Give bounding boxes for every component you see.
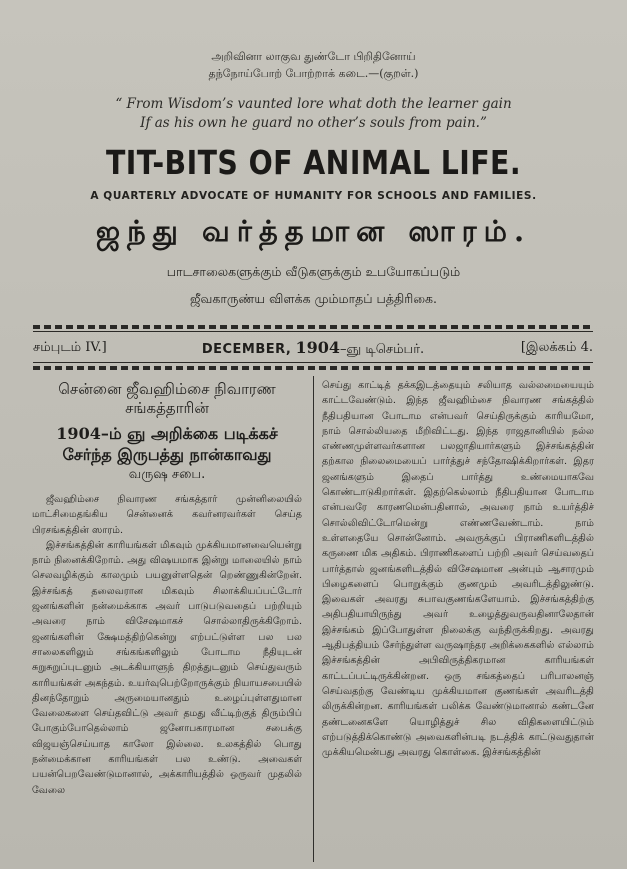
- masthead-title: TIT-BITS OF ANIMAL LIFE.: [105, 143, 522, 182]
- left-paragraph-1: ஜீவஹிம்சை நிவாரண சங்கத்தார் முன்னிலையில் மாட்சிமைதங்கிய சென்னைக் கவர்னரவர்கள் செய்த பிரசங்கத்தின் ஸாரம்.: [32, 494, 302, 536]
- article-heading-3: 1904–ம் ஞு அறிக்கை படிக்கச்: [56, 424, 278, 443]
- issue-number: [இலக்கம் 4.: [520, 340, 593, 355]
- right-column: [322, 378, 594, 864]
- rule-middle: [33, 362, 593, 363]
- article-heading-2: சங்கத்தாரின்: [125, 399, 209, 417]
- article-heading-1: சென்னை ஜீவஹிம்சை நிவாரண: [58, 380, 276, 398]
- article-heading-5: வருஷ சபை.: [128, 467, 206, 482]
- masthead-subtitle: A QUARTERLY ADVOCATE OF HUMANITY FOR SCHOOLS AND FAMILIES.: [90, 190, 537, 202]
- masthead-tamil-title: ஜந்து வர்த்தமான ஸாரம்.: [95, 214, 532, 248]
- masthead-tamil-subtitle-1: பாடசாலைகளுக்கும் வீடுகளுக்கும் உபயோகப்படும்: [166, 264, 461, 279]
- kural-verse-line-1: அறிவினா லாகுவ துண்டோ பிறிதினோய்: [211, 50, 416, 63]
- column-divider: [313, 376, 314, 862]
- dateline: [33, 336, 593, 358]
- volume-label: சம்புடம் IV.]: [33, 340, 107, 355]
- left-column: [32, 378, 302, 864]
- masthead-tamil-subtitle-2: ஜீவகாருண்ய விளக்க மும்மாதப் பத்திரிகை.: [189, 291, 437, 306]
- left-paragraph-2: இச்சங்கத்தின் காரியங்கள் மிகவும் முக்கியமானவையென்று நாம் நினைக்கிறோம். அது விஷயமாக இன்று மாலையில் நாம் செலவழிக்கும் காலமும் பயனுள்ளதென் றெண்ணுகின்றேன். இச்சங்கத் தலைவரான மிகவும் சிலாக்கியப்பட்டோர் ஜனங்களின் நன்மைக்காக அவர் பாடுபடுவதைப் பற்றியும் அவரை நாம் விசேஷமாகச் சொல்லாதிருக்கிறோம். ஜனங்களின் க்ஷேமத்திற்கென்று எற்பட்டுள்ள பல பல சாலைகளிலும் சங்கங்களிலும் போடாம நீதியுடன் சுறுசுறுப்புடனும் அடக்கியாளுந் திறத்துடனும் செய்துவரும் காரியங்கள் அகந்தம். உயர்வுபெற்றோருக்கும் நியாயசபையில் தினந்தோறும் அருமையானதும் உழைப்புள்ளதுமான வேலைகளை செய்தவிட்டு அவர் தமது வீட்டிற்குத் திரும்பிப் போகும்போதெல்லாம் ஜனோபகாரமான சபைக்கு விஜயஞ்செய்யாத காலோ இல்லை. உலகத்தில் பொது நன்மைக்கான காரியங்கள் பல உண்டு. அவைகள் பயன்பெறவேண்டுமானால், அக்காரியத்தில் ஒருவர் முதலில் வேலை: [32, 539, 302, 796]
- month-tamil: –ஞு டிசெம்பர்.: [340, 342, 425, 357]
- dashed-rule-bottom: [33, 366, 593, 370]
- rule-top: [33, 331, 593, 332]
- year: 1904: [295, 338, 341, 357]
- english-verse-line-2: If as his own he guard no other’s souls from pain.”: [140, 115, 487, 131]
- issue-date: [33, 338, 593, 358]
- month-english: DECEMBER,: [201, 342, 292, 357]
- kural-verse-line-2: தந்நோய்போற் போற்றாக் கடை.—(குறள்.): [208, 67, 419, 80]
- english-verse-line-1: “ From Wisdom’s vaunted lore what doth the learner gain: [115, 96, 512, 112]
- right-paragraph-1: செய்து காட்டித் தக்கஇடத்தையும் சலியாத வல்லமையையும் காட்டவேண்டும். இந்த ஜீவஹிம்சை நிவாரண சங்கத்தில் நீதிபதியான போடாம என்பவர் செய்திருக்கும் காரியமோ, நாம் சொல்லியதை மீறிவிட்டது. இந்த ராஜதானியில் நல்ல எண்ணமுள்ளவர்களான பலஜாதியார்களும் இச்சங்கத்தின் தற்கால நிலைமையைப் பார்த்துச் சந்தோஷிக்கிறார்கள். இதர ஜனங்களும் இதைப் பார்த்து உண்மையாகவே கொண்டாடுகிறார்கள். இதற்கெல்லாம் நீதிபதியான போடாம என்பவரே காரணமென்பதினால், அவரை நாம் உயர்த்திச் சொல்லிவிட்டோமென்று எண்ணவேண்டாம். நாம் உள்ளதையே சொன்னோம். அவருக்குப் பிராணிகளிடத்தில் கருணை மிக அதிகம். பிராணிகளைப் பற்றி அவர் செய்வதைப் பார்த்தால் ஜனங்களிடத்தில் விசேஷமான அன்பும் ஆசாரமும் பிழைகளைப் பொறுக்கும் குணமும் அவரிடத்திலுண்டு. இவைகள் அவரது சுபாவகுணங்களேயாம். இச்சங்கத்திற்கு அதிபதியாயிருந்து அவர் உழைத்துவருவதினாலேதான் இச்சங்கம் இப்போதுள்ள நிலைக்கு வந்திருக்கிறது. அவரது ஆதிபத்தியம் சேர்ந்துள்ள வருஷாந்தர அறிக்கைகளில் எல்லாம் இச்சங்கத்தின் அபிவிருத்திகரமான காரியங்கள் காட்டப்பட்டிருக்கின்றன. ஒரு சங்கத்தைப் பரிபாலனஞ் செய்வதற்கு வேண்டிய முக்கியமான குணங்கள் அவரிடத்தி லிருக்கின்றன. காரியங்கள் பலிக்க வேண்டுமானால் கண்டனே தண்டனைகளே யொழித்துச் சில விதிகளையிட்டும் எற்படுத்திக்கொண்டு அவைகளின்படி நடத்திக் காட்டுவதுதான் முக்கியமென்பது அவரது கொள்கை. இச்சங்கத்தின்: [322, 380, 594, 759]
- article-heading-4: சேர்ந்த இருபத்து நான்காவது: [62, 445, 272, 464]
- dashed-rule-top: [33, 325, 593, 329]
